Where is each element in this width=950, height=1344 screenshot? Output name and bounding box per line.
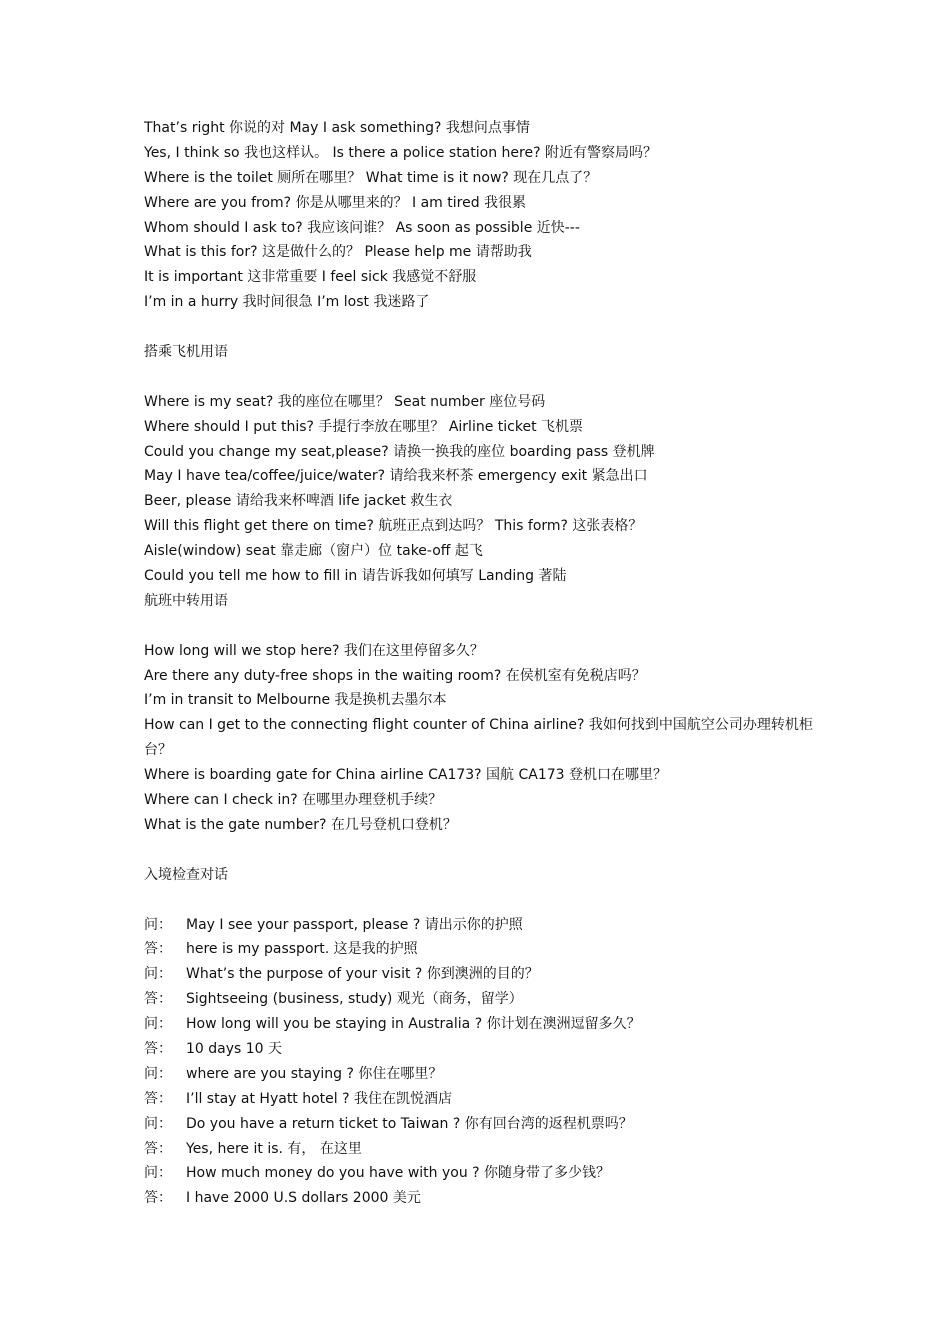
phrase-line: Where can I check in? 在哪里办理登机手续？	[144, 792, 443, 809]
dialogue-line	[144, 913, 824, 938]
dialogue-text: What’s the purpose of your visit ? 你到澳洲的目的？	[186, 966, 539, 983]
dialogue-text: How long will you be staying in Australia ? 你计划在澳洲逗留多久？	[186, 1016, 641, 1033]
immigration-dialogue	[144, 913, 824, 1212]
dialogue-line	[144, 1186, 824, 1211]
phrase-line: Could you change my seat,please? 请换一换我的座位 boarding pass 登机牌	[144, 443, 655, 460]
phrase-line: Yes, I think so 我也这样认。 Is there a police station here? 附近有警察局吗？	[144, 144, 657, 161]
speaker-label: 答：	[144, 1140, 172, 1157]
dialogue-line	[144, 1112, 824, 1137]
phrase-line: What is the gate number? 在几号登机口登机？	[144, 816, 457, 833]
dialogue-text: Yes, here it is. 有， 在这里	[186, 1140, 362, 1157]
spacer	[144, 614, 824, 639]
dialogue-text: How much money do you have with you ? 你随身带了多少钱？	[186, 1165, 611, 1182]
phrase-line: What is this for? 这是做什么的？ Please help me 请帮助我	[144, 244, 532, 261]
dialogue-line	[144, 1137, 824, 1162]
speaker-label: 问：	[144, 1115, 172, 1132]
dialogue-text: Sightseeing (business, study) 观光（商务，留学）	[186, 991, 523, 1008]
dialogue-text: Do you have a return ticket to Taiwan ? 你有回台湾的返程机票吗？	[186, 1115, 633, 1132]
flight-phrases	[144, 390, 824, 589]
phrase-line: It is important 这非常重要 I feel sick 我感觉不舒服	[144, 269, 477, 286]
dialogue-text: I’ll stay at Hyatt hotel ? 我住在凯悦酒店	[186, 1090, 453, 1107]
speaker-label: 问：	[144, 1016, 172, 1033]
phrase-line: How can I get to the connecting flight counter of China airline? 我如何找到中国航空公司办理转机柜台？	[144, 717, 813, 759]
dialogue-line	[144, 1087, 824, 1112]
phrase-line: I’m in transit to Melbourne 我是换机去墨尔本	[144, 692, 447, 709]
section-heading-flight: 搭乘飞机用语	[144, 344, 228, 361]
phrase-line: Where should I put this? 手提行李放在哪里？ Airline ticket 飞机票	[144, 418, 584, 435]
phrase-line: Where are you from? 你是从哪里来的？ I am tired 我很累	[144, 194, 527, 211]
phrase-line: Whom should I ask to? 我应该问谁？ As soon as possible 近快---	[144, 219, 580, 236]
general-phrases	[144, 116, 824, 315]
dialogue-line	[144, 987, 824, 1012]
speaker-label: 答：	[144, 941, 172, 958]
phrase-line: Will this flight get there on time? 航班正点到达吗？ This form? 这张表格？	[144, 518, 643, 535]
phrase-line: Where is the toilet 厕所在哪里？ What time is it now? 现在几点了？	[144, 169, 598, 186]
section-heading-transit: 航班中转用语	[144, 592, 228, 609]
phrase-line: Could you tell me how to fill in 请告诉我如何填写 Landing 著陆	[144, 568, 567, 585]
section-heading-immigration: 入境检查对话	[144, 866, 228, 883]
speaker-label: 答：	[144, 991, 172, 1008]
dialogue-line	[144, 962, 824, 987]
speaker-label: 答：	[144, 1090, 172, 1107]
phrase-line: Are there any duty-free shops in the waiting room? 在侯机室有免税店吗？	[144, 667, 646, 684]
dialogue-line	[144, 1062, 824, 1087]
phrase-line: May I have tea/coffee/juice/water? 请给我来杯茶 emergency exit 紧急出口	[144, 468, 648, 485]
dialogue-text: 10 days 10 天	[186, 1040, 283, 1057]
spacer	[144, 888, 824, 913]
phrase-line: Where is boarding gate for China airline CA173? 国航 CA173 登机口在哪里？	[144, 767, 668, 784]
dialogue-text: here is my passport. 这是我的护照	[186, 941, 418, 958]
document-page	[144, 116, 824, 1211]
phrase-line: Where is my seat? 我的座位在哪里？ Seat number 座位号码	[144, 393, 546, 410]
speaker-label: 问：	[144, 916, 172, 933]
dialogue-text: where are you staying ? 你住在哪里？	[186, 1065, 443, 1082]
speaker-label: 问：	[144, 1165, 172, 1182]
dialogue-text: May I see your passport, please ? 请出示你的护照	[186, 916, 523, 933]
spacer	[144, 365, 824, 390]
speaker-label: 问：	[144, 966, 172, 983]
dialogue-line	[144, 1012, 824, 1037]
phrase-line: How long will we stop here? 我们在这里停留多久？	[144, 642, 484, 659]
speaker-label: 答：	[144, 1190, 172, 1207]
phrase-line: I’m in a hurry 我时间很急 I’m lost 我迷路了	[144, 294, 430, 311]
dialogue-line	[144, 937, 824, 962]
phrase-line: That’s right 你说的对 May I ask something? 我想问点事情	[144, 120, 530, 136]
spacer	[144, 315, 824, 340]
dialogue-text: I have 2000 U.S dollars 2000 美元	[186, 1190, 421, 1207]
dialogue-line	[144, 1161, 824, 1186]
dialogue-line	[144, 1037, 824, 1062]
phrase-line: Beer, please 请给我来杯啤酒 life jacket 救生衣	[144, 493, 453, 510]
spacer	[144, 838, 824, 863]
transit-phrases	[144, 639, 824, 838]
speaker-label: 答：	[144, 1040, 172, 1057]
phrase-line: Aisle(window) seat 靠走廊（窗户）位 take-off 起飞	[144, 543, 483, 560]
speaker-label: 问：	[144, 1065, 172, 1082]
